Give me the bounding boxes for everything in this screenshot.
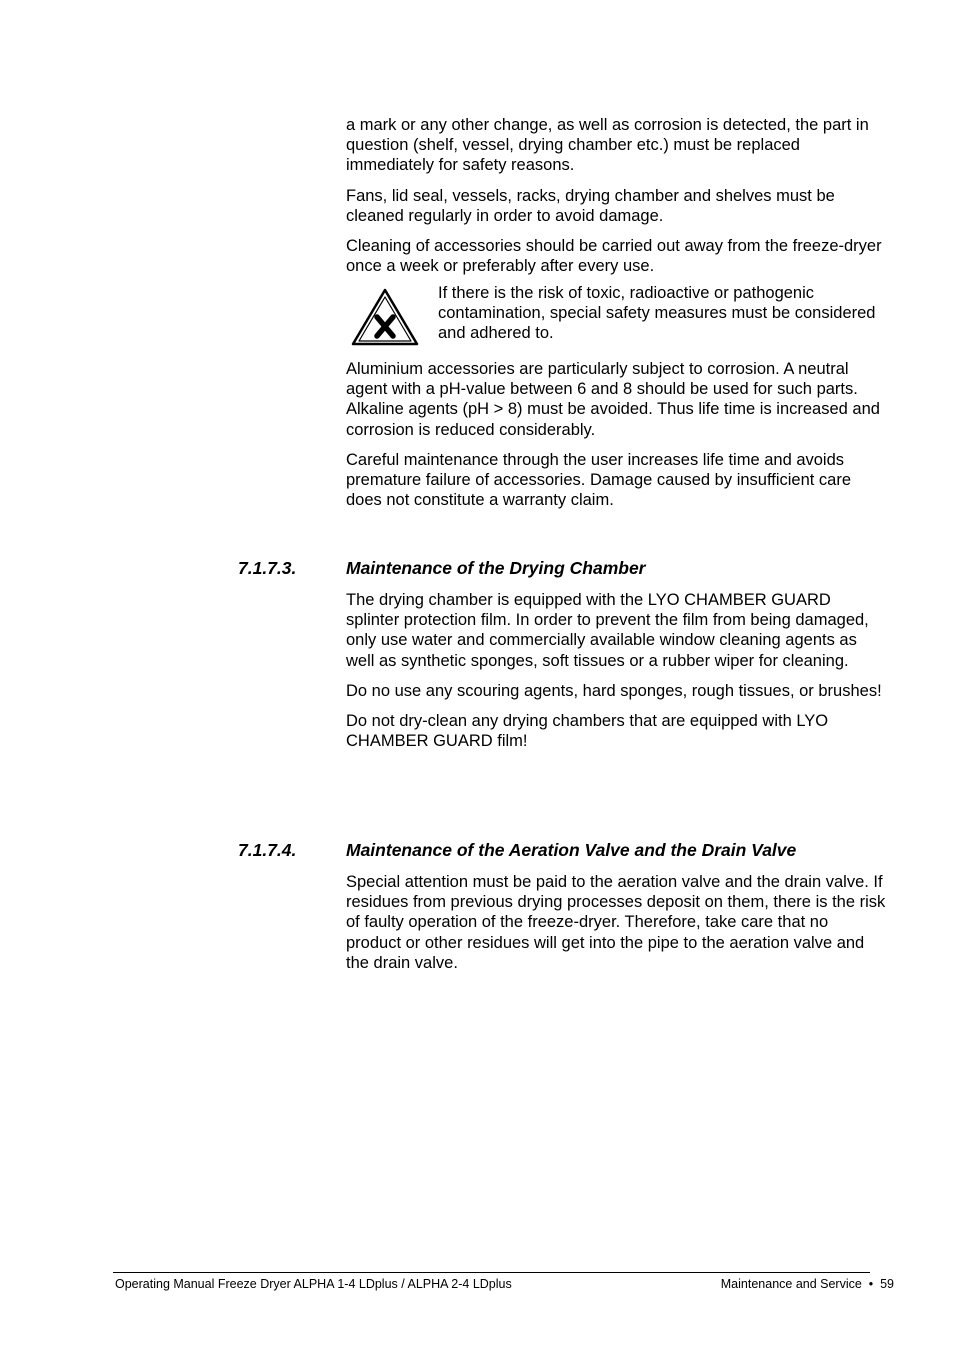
section-7173-body [346,590,886,761]
paragraph: Fans, lid seal, vessels, racks, drying chamber and shelves must be cleaned regularly in order to avoid damage. [346,186,835,225]
top-text-block [346,115,886,286]
paragraph: Special attention must be paid to the aeration valve and the drain valve. If residues from previous drying processes deposit on them, there is the risk of faulty operation of the freeze-dryer. Therefore, take care that no product or other residues will get into the pipe to the aeration valve and the drain valve. [346,873,886,972]
paragraph: Do no use any scouring agents, hard sponges, rough tissues, or brushes! [346,681,882,700]
safety-warning [346,283,886,349]
section-title: Maintenance of the Drying Chamber [346,558,646,578]
mid-text-block [346,359,886,520]
hazard-harmful-icon [350,287,420,347]
paragraph: Careful maintenance through the user increases life time and avoids premature failure of accessories. Damage caused by insufficient care does not constitute a warranty claim. [346,450,852,510]
paragraph: a mark or any other change, as well as corrosion is detected, the part in question (shelf, vessel, drying chamber etc.) must be replaced immediately for safety reasons. [346,116,869,175]
section-7174-body [346,872,886,983]
footer-divider [113,1272,870,1273]
footer-left: Operating Manual Freeze Dryer ALPHA 1-4 LDplus / ALPHA 2-4 LDplus [115,1277,512,1291]
section-number: 7.1.7.3. [238,558,297,578]
section-number: 7.1.7.4. [238,840,297,860]
section-title: Maintenance of the Aeration Valve and the Drain Valve [346,840,797,860]
paragraph: Do not dry-clean any drying chambers that are equipped with LYO CHAMBER GUARD film! [346,712,829,751]
footer-right: Maintenance and Service • 59 [720,1277,894,1291]
paragraph: Aluminium accessories are particularly subject to corrosion. A neutral agent with a pH-value between 6 and 8 should be used for such parts. Alkaline agents (pH > 8) must be avoided. Thus life time is increased and corrosion is reduced considerably. [346,360,880,439]
paragraph: Cleaning of accessories should be carried out away from the freeze-dryer once a week or preferably after every use. [346,237,882,276]
paragraph: The drying chamber is equipped with the LYO CHAMBER GUARD splinter protection film. In order to prevent the film from being damaged, only use water and commercially available window cleaning agents as well as synthetic sponges, soft tissues or a rubber wiper for cleaning. [346,591,869,670]
warning-text: If there is the risk of toxic, radioactive or pathogenic contamination, special safety measures must be considered and adhered to. [438,284,876,343]
